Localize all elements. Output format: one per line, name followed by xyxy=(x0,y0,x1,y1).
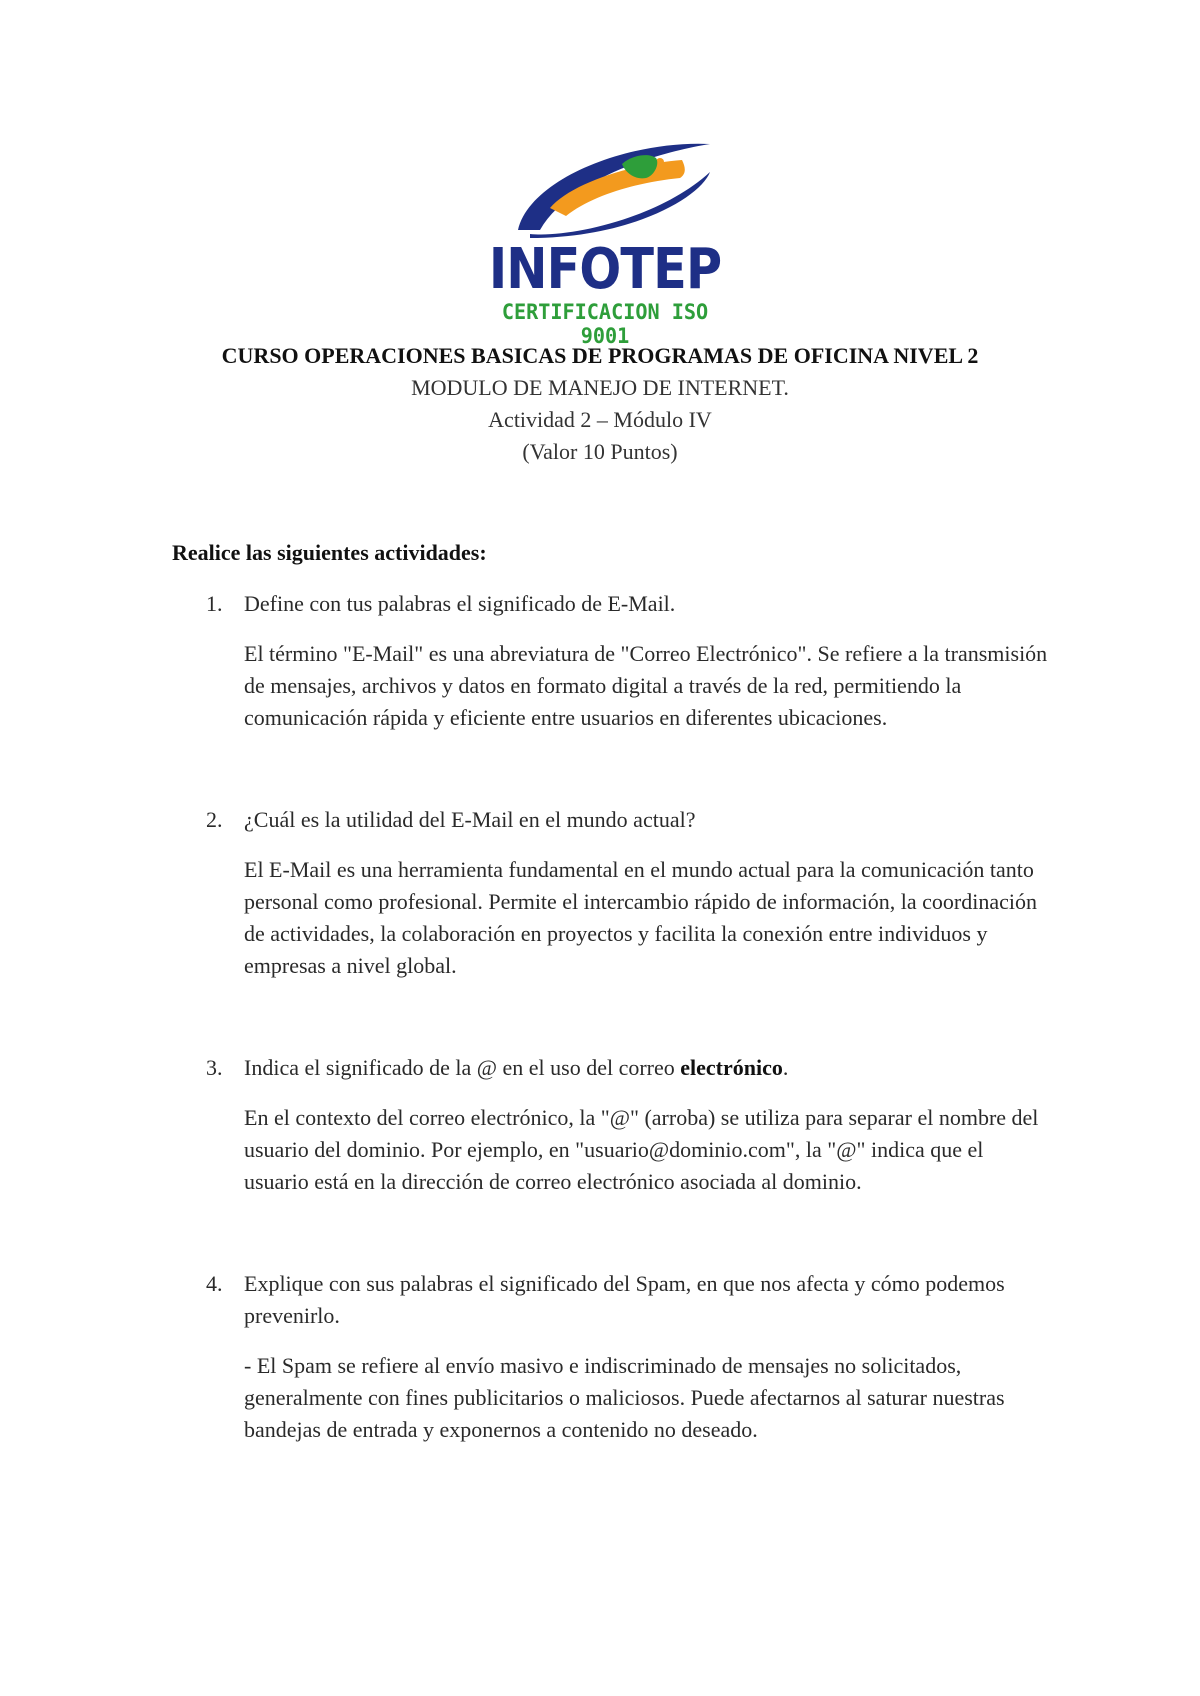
question-bold-word: electrónico xyxy=(680,1055,783,1080)
instructions-heading: Realice las siguientes actividades: xyxy=(172,540,487,565)
list-item xyxy=(172,804,1052,982)
logo-wordmark: INFOTEP xyxy=(488,237,722,302)
course-title: CURSO OPERACIONES BASICAS DE PROGRAMAS DE OFICINA NIVEL 2 xyxy=(221,343,979,368)
question-text: Define con tus palabras el significado de E-Mail. xyxy=(244,591,676,616)
question-number: 4. xyxy=(206,1271,223,1296)
answer-text: - El Spam se refiere al envío masivo e indiscriminado de mensajes no solicitados, generalmente con fines publicitarios o maliciosos. Puede afectarnos al saturar nuestras bandejas de entrada y exponernos a contenido no deseado. xyxy=(244,1353,1005,1442)
question-suffix: . xyxy=(782,1055,789,1080)
question-text: Explique con sus palabras el significado del Spam, en que nos afecta y cómo podemos prevenirlo. xyxy=(244,1271,1005,1328)
question-text: ¿Cuál es la utilidad del E-Mail en el mundo actual? xyxy=(244,807,696,832)
activity-value: (Valor 10 Puntos) xyxy=(522,439,678,464)
document-header xyxy=(100,340,1100,468)
question-number: 1. xyxy=(206,591,223,616)
answer-text: El E-Mail es una herramienta fundamental en el mundo actual para la comunicación tanto personal como profesional. Permite el intercambio rápido de información, la coordinación de actividades, la colaboración en proyectos y facilita la conexión entre individuos y empresas a nivel global. xyxy=(244,857,1037,978)
infotep-logo xyxy=(470,138,740,348)
question-number: 3. xyxy=(206,1055,223,1080)
list-item xyxy=(172,1052,1052,1198)
answer-text: El término "E-Mail" es una abreviatura de "Correo Electrónico". Se refiere a la transmisión de mensajes, archivos y datos en formato digital a través de la red, permitiendo la comunicación rápida y eficiente entre usuarios en diferentes ubicaciones. xyxy=(244,641,1048,730)
question-text xyxy=(244,1052,1052,1084)
list-item xyxy=(172,1268,1052,1446)
module-title: MODULO DE MANEJO DE INTERNET. xyxy=(411,375,789,400)
question-list xyxy=(172,588,1052,1446)
list-item xyxy=(172,588,1052,734)
logo-emblem-icon xyxy=(510,138,720,248)
question-prefix: Indica el significado de la @ en el uso del correo xyxy=(244,1055,681,1080)
logo-certification: CERTIFICACION ISO 9001 xyxy=(501,300,709,348)
question-number: 2. xyxy=(206,807,223,832)
answer-text: En el contexto del correo electrónico, la "@" (arroba) se utiliza para separar el nombre del usuario del dominio. Por ejemplo, en "usuario@dominio.com", la "@" indica que el usuario está en la dirección de correo electrónico asociada al dominio. xyxy=(244,1105,1039,1194)
activity-title: Actividad 2 – Módulo IV xyxy=(488,407,712,432)
